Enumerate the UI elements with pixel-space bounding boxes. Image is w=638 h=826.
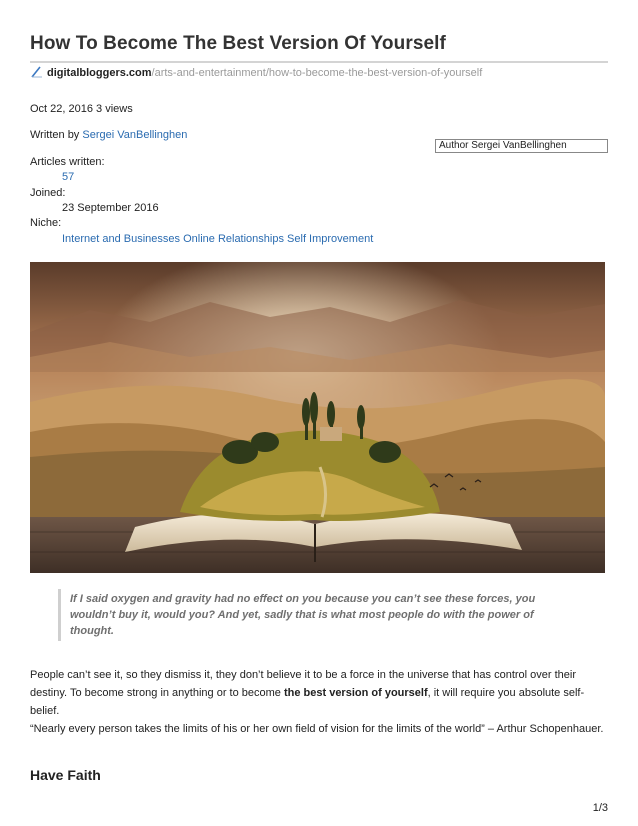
niche-label: Niche: <box>30 217 62 229</box>
body-paragraph-2: “Nearly every person takes the limits of his or her own field of vision for the limits of the world” – Arthur Schopenhauer. <box>30 723 604 735</box>
page-number: 1/3 <box>592 802 608 814</box>
niche-link-relationships[interactable]: Relationships <box>217 233 284 245</box>
title-divider <box>30 61 608 63</box>
niche-links <box>62 233 373 245</box>
joined-date: 23 September 2016 <box>62 202 159 214</box>
source-url[interactable] <box>30 66 482 79</box>
written-by-label: Written by <box>30 129 80 141</box>
paragraph1-text-b: , it will require you absolute self-belief. <box>30 687 585 717</box>
joined-label: Joined: <box>30 187 66 199</box>
author-image-placeholder: Author Sergei VanBellinghen <box>435 139 608 153</box>
post-date-views: Oct 22, 2016 3 views <box>30 103 133 115</box>
article-title: How To Become The Best Version Of Yourself <box>30 33 446 54</box>
paragraph1-emphasis: the best version of yourself <box>283 687 428 699</box>
paragraph1-text-a: People can’t see it, so they dismiss it, they don’t believe it to be a force in the universe that has control over their destiny. To become strong in anything or to become <box>30 669 577 699</box>
niche-link-internet[interactable]: Internet and Businesses Online <box>62 233 215 245</box>
body-paragraph-1 <box>30 666 608 720</box>
pull-quote: If I said oxygen and gravity had no effect on you because you can’t see these forces, you wouldn’t buy it, would you? And yet, sadly that is what most people do with the power of thought. <box>58 589 558 641</box>
link-icon <box>30 66 44 78</box>
source-domain[interactable]: digitalbloggers.com <box>47 67 152 79</box>
hero-image <box>30 262 605 573</box>
source-path[interactable]: /arts-and-entertainment/how-to-become-the-best-version-of-yourself <box>151 67 483 79</box>
author-link[interactable]: Sergei VanBellinghen <box>82 129 188 141</box>
niche-link-self-improvement[interactable]: Self Improvement <box>287 233 374 245</box>
written-by-line <box>30 129 187 141</box>
articles-written-label: Articles written: <box>30 156 105 168</box>
section-heading: Have Faith <box>30 767 101 783</box>
articles-written-count[interactable]: 57 <box>62 171 75 183</box>
